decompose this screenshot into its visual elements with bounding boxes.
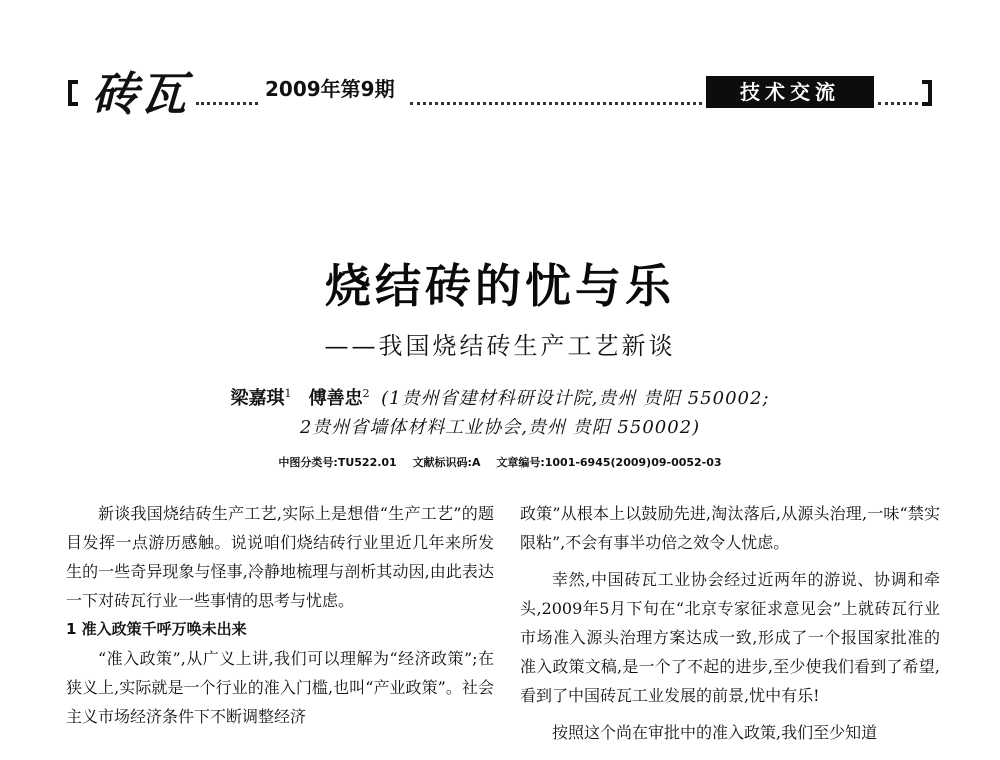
document-code: 文献标识码:A [412,456,481,469]
header-bracket-right [922,80,932,106]
body-column-right [520,499,940,747]
paragraph: 新谈我国烧结砖生产工艺,实际上是想借“生产工艺”的题目发挥一点游历感触。说说咱们烧结砖行业里近几年来所发生的一些奇异现象与怪事,冷静地梳理与剖析其动因,由此表达一下对砖瓦行业一些事情的思考与忧虑。 [66,504,494,610]
body-column-left [66,499,494,731]
header-rule [410,102,702,105]
journal-logo: 砖瓦 [92,67,188,121]
paragraph: 政策”从根本上以鼓励先进,淘汰落后,从源头治理,一味“禁实限粘”,不会有事半功倍之效令人忧虑。 [520,504,940,552]
paragraph-gap [520,710,940,718]
header-rule [878,102,918,105]
issue-label: 2009年第9期 [265,77,395,101]
clc-number: 中图分类号:TU522.01 [278,456,397,469]
article-title: 烧结砖的忧与乐 [325,259,675,313]
author-mark: 2 [362,387,370,400]
article-subtitle: ——我国烧结砖生产工艺新谈 [324,332,676,360]
section-label: 技术交流 [706,76,874,108]
affiliation-1: (1贵州省建材科研设计院,贵州 贵阳 550002; [381,388,770,409]
running-header [0,62,1000,122]
author-name: 梁嘉琪 [230,388,285,409]
author-mark: 1 [284,387,292,400]
author-line [0,381,1000,412]
paragraph: “准入政策”,从广义上讲,我们可以理解为“经济政策”;在狭义上,实际就是一个行业的准入门槛,也叫“产业政策”。社会主义市场经济条件下不断调整经济 [66,649,494,726]
paragraph-gap [520,557,940,565]
classification-line [0,455,1000,471]
article-number: 文章编号:1001-6945(2009)09-0052-03 [496,456,722,469]
header-rule [196,102,258,105]
header-bracket-left [68,80,78,106]
section-heading: 1 准入政策千呼万唤未出来 [66,620,247,638]
author-name: 傅善忠 [308,388,363,409]
paragraph: 幸然,中国砖瓦工业协会经过近两年的游说、协调和牵头,2009年5月下旬在“北京专家征求意见会”上就砖瓦行业市场准入源头治理方案达成一致,形成了一个报国家批准的准入政策文稿,是一个了不起的进步,至少使我们看到了希望,看到了中国砖瓦工业发展的前景,忧中有乐! [520,570,940,705]
paragraph: 按照这个尚在审批中的准入政策,我们至少知道 [552,723,878,742]
affiliation-2: 2贵州省墙体材料工业协会,贵州 贵阳 550002) [299,417,701,438]
